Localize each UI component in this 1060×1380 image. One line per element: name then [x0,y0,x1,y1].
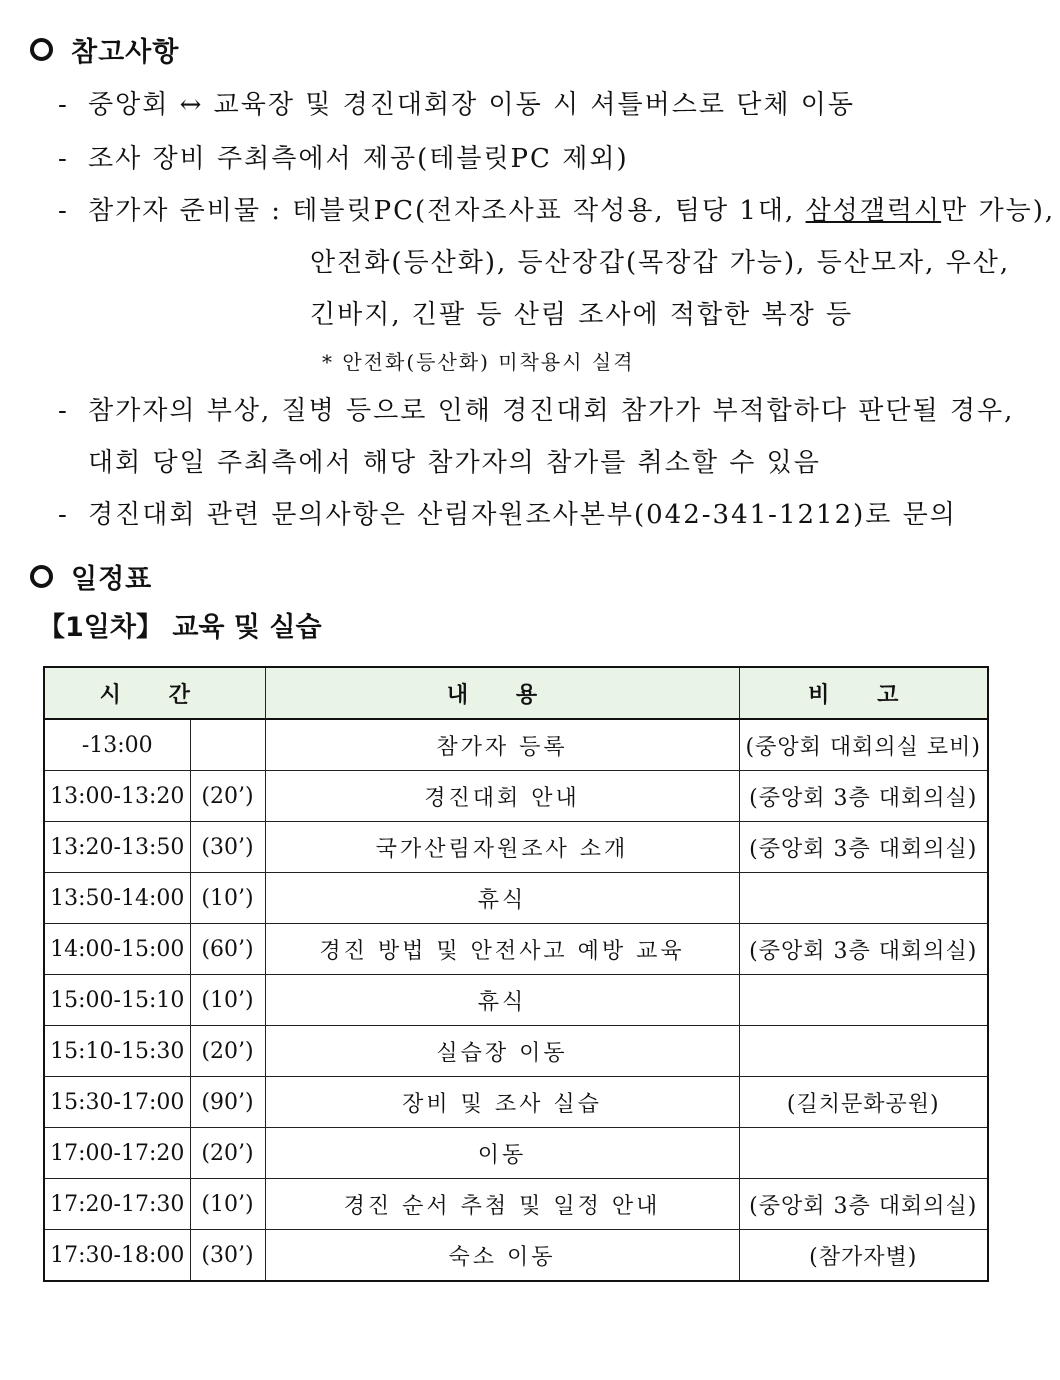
schedule-body [44,719,988,1281]
content-cell: 경진 방법 및 안전사고 예방 교육 [265,924,739,975]
content-cell: 실습장 이동 [265,1026,739,1077]
duration-cell: (10’) [190,975,265,1026]
duration-cell: (10’) [190,873,265,924]
circle-bullet-icon [30,38,53,61]
reference-item-injury: - 참가자의 부상, 질병 등으로 인해 경진대회 참가가 부적합하다 판단될 경우, [58,396,1015,426]
time-cell: 15:00-15:10 [44,975,190,1026]
prep-label: 참가자 준비물 : [88,196,293,226]
samsung-galaxy-underlined: 삼성갤럭시 [805,196,942,226]
duration-cell: (90’) [190,1077,265,1128]
note-cell: (중앙회 3층 대회의실) [739,771,988,822]
note-cell [739,1128,988,1179]
table-header-row [44,667,988,719]
content-cell: 참가자 등록 [265,719,739,771]
content-cell: 숙소 이동 [265,1230,739,1282]
duration-cell: (60’) [190,924,265,975]
table-row [44,1077,988,1128]
reference-item-shuttle: - 중앙회 ↔ 교육장 및 경진대회장 이동 시 셔틀버스로 단체 이동 [58,90,855,120]
content-cell: 경진대회 안내 [265,771,739,822]
note-cell: (참가자별) [739,1230,988,1282]
table-row [44,1230,988,1282]
prep-note: * 안전화(등산화) 미착용시 실격 [322,350,635,374]
duration-cell: (20’) [190,1026,265,1077]
time-cell: 15:30-17:00 [44,1077,190,1128]
note-cell: (중앙회 대회의실 로비) [739,719,988,771]
time-cell: 17:20-17:30 [44,1179,190,1230]
content-cell: 장비 및 조사 실습 [265,1077,739,1128]
note-cell [739,1026,988,1077]
content-cell: 이동 [265,1128,739,1179]
column-header-time: 시 간 [44,667,265,719]
content-cell: 휴식 [265,975,739,1026]
table-row [44,873,988,924]
reference-item-prep: - 참가자 준비물 : 테블릿PC(전자조사표 작성용, 팀당 1대, 삼성갤럭시만 가능), [58,196,1056,226]
duration-cell: (20’) [190,1128,265,1179]
prep-line-2: 안전화(등산화), 등산장갑(목장갑 가능), 등산모자, 우산, [310,248,1011,278]
time-cell: 13:20-13:50 [44,822,190,873]
table-row [44,975,988,1026]
duration-cell [190,719,265,771]
schedule-heading [30,557,152,596]
table-row [44,1026,988,1077]
note-cell: (중앙회 3층 대회의실) [739,924,988,975]
content-cell: 경진 순서 추첨 및 일정 안내 [265,1179,739,1230]
duration-cell: (30’) [190,822,265,873]
time-cell: 13:00-13:20 [44,771,190,822]
note-cell [739,975,988,1026]
note-cell [739,873,988,924]
prep-line-3: 긴바지, 긴팔 등 산림 조사에 적합한 복장 등 [310,300,854,330]
reference-item-equipment: - 조사 장비 주최측에서 제공(테블릿PC 제외) [58,144,629,174]
table-row [44,822,988,873]
reference-heading [30,30,179,69]
table-row [44,719,988,771]
content-cell: 국가산림자원조사 소개 [265,822,739,873]
table-row [44,1128,988,1179]
table-row [44,1179,988,1230]
day-title: 【1일차】 교육 및 실습 [38,612,322,643]
schedule-heading-text: 일정표 [71,564,153,595]
reference-item-inquiry: - 경진대회 관련 문의사항은 산림자원조사본부(042-341-1212)로 문의 [58,500,957,530]
time-cell: 13:50-14:00 [44,873,190,924]
table-row [44,924,988,975]
time-cell: 15:10-15:30 [44,1026,190,1077]
time-cell: -13:00 [44,719,190,771]
note-cell: (중앙회 3층 대회의실) [739,1179,988,1230]
duration-cell: (20’) [190,771,265,822]
column-header-content: 내 용 [265,667,739,719]
schedule-table [43,666,989,1282]
note-cell: (중앙회 3층 대회의실) [739,822,988,873]
column-header-note: 비 고 [739,667,988,719]
time-cell: 14:00-15:00 [44,924,190,975]
note-cell: (길치문화공원) [739,1077,988,1128]
duration-cell: (30’) [190,1230,265,1282]
time-cell: 17:30-18:00 [44,1230,190,1282]
circle-bullet-icon [30,565,53,588]
reference-heading-text: 참고사항 [71,37,180,68]
duration-cell: (10’) [190,1179,265,1230]
time-cell: 17:00-17:20 [44,1128,190,1179]
table-row [44,771,988,822]
content-cell: 휴식 [265,873,739,924]
reference-item-injury-cont: 대회 당일 주최측에서 해당 참가자의 참가를 취소할 수 있음 [88,448,821,478]
